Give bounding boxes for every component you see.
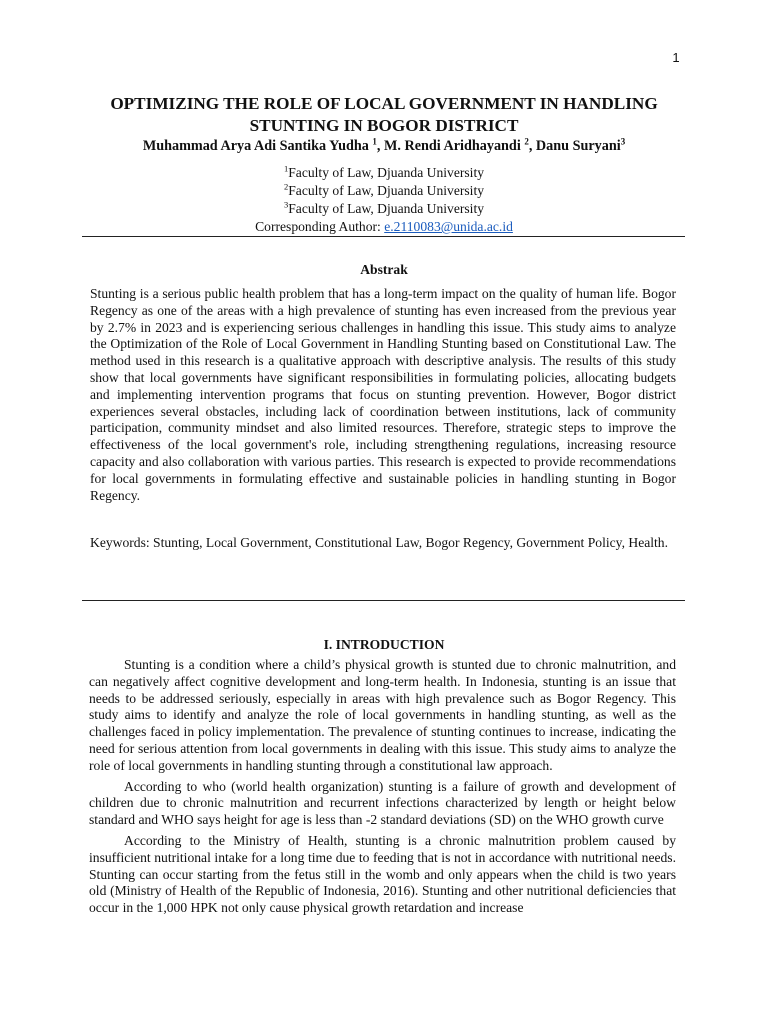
paper-title: OPTIMIZING THE ROLE OF LOCAL GOVERNMENT IN HANDLING STUNTING IN BOGOR DISTRICT [110,94,658,135]
author-name: , Danu Suryani [528,138,621,154]
body-paragraph: According to who (world health organization) stunting is a failure of growth and development of children due to chronic malnutrition and recurrent infections characterized by length or height below standard and WHO says height for age is less than -2 standard deviations (SD) on the WHO growth curve [89,778,676,828]
affiliation-text: Faculty of Law, Djuanda University [288,165,485,180]
introduction-body [89,657,676,921]
affiliation-marker: 1 [283,163,289,174]
affiliation-line [82,182,686,200]
author-list [82,137,686,155]
affiliation-line [82,200,686,218]
author-name: , M. Rendi Aridhayandi [376,138,525,154]
body-paragraph: According to the Ministry of Health, stunting is a chronic malnutrition problem caused by insufficient nutritional intake for a long time due to feeding that is not in accordance with nutritional needs. Stunting can occur starting from the fetus still in the womb and only appears when the child is two years old (Ministry of Health of the Republic of Indonesia, 2016). Stunting and other nutritional deficiencies that occur in the 1,000 HPK not only cause physical growth retardation and increase [89,832,676,916]
affiliation-line [82,164,686,182]
author-affiliation-marker: 1 [372,136,377,147]
affiliation-marker: 3 [283,199,289,210]
corresponding-author-label: Corresponding Author: [255,219,385,234]
keywords-line: Keywords: Stunting, Local Government, Constitutional Law, Bogor Regency, Government Policy, Health. [90,535,669,550]
affiliation-block [82,164,686,236]
author-affiliation-marker: 3 [620,136,626,147]
header-divider [82,236,685,237]
affiliation-text: Faculty of Law, Djuanda University [288,183,485,198]
body-paragraph: Stunting is a condition where a child’s physical growth is stunted due to chronic malnutrition, and can negatively affect cognitive development and long-term health. In Indonesia, stunting is an issue that needs to be addressed seriously, especially in areas with high prevalence such as Bogor Regency. This study aims to identify and analyze the role of local governments in handling stunting, as well as the challenges faced in policy implementation. The prevalence of stunting continues to increase, indicating the need for serious attention from local governments in dealing with this issue. This study aims to analyze the role of local governments in handling stunting through a constitutional law approach. [89,657,676,773]
affiliation-marker: 2 [283,181,289,192]
author-name: Muhammad Arya Adi Santika Yudha [142,138,373,154]
affiliation-text: Faculty of Law, Djuanda University [288,201,485,216]
page-number: 1 [672,50,680,65]
abstract-body: Stunting is a serious public health problem that has a long-term impact on the quality of human life. Bogor Regency as one of the areas with a high prevalence of stunting has even increased from the previous year by 2.7% in 2023 and is experiencing serious challenges in handling this issue. This study aims to analyze the Optimization of the Role of Local Government in Handling Stunting based on Constitutional Law. The method used in this research is a qualitative approach with descriptive analysis. The results of this study show that local governments have significant responsibilities in formulating policies, allocating budgets and implementing intervention programs that focus on stunting prevention. However, Bogor district experiences several obstacles, including lack of coordination between institutions, lack of community participation, community mindset and also limited resources. Therefore, strategic steps to improve the effectiveness of the local government's role, including strengthening regulations, increasing resource capacity and also collaboration with various parties. This research is expected to provide recommendations for local governments in formulating effective and sustainable policies in handling stunting in Bogor Regency. [90,286,676,503]
abstract-heading: Abstrak [360,262,408,277]
abstract-divider [82,600,685,601]
corresponding-author-line [82,218,686,236]
introduction-heading: I. INTRODUCTION [323,637,445,652]
corresponding-author-email-link[interactable]: e.2110083@unida.ac.id [384,219,513,234]
author-affiliation-marker: 2 [524,136,529,147]
